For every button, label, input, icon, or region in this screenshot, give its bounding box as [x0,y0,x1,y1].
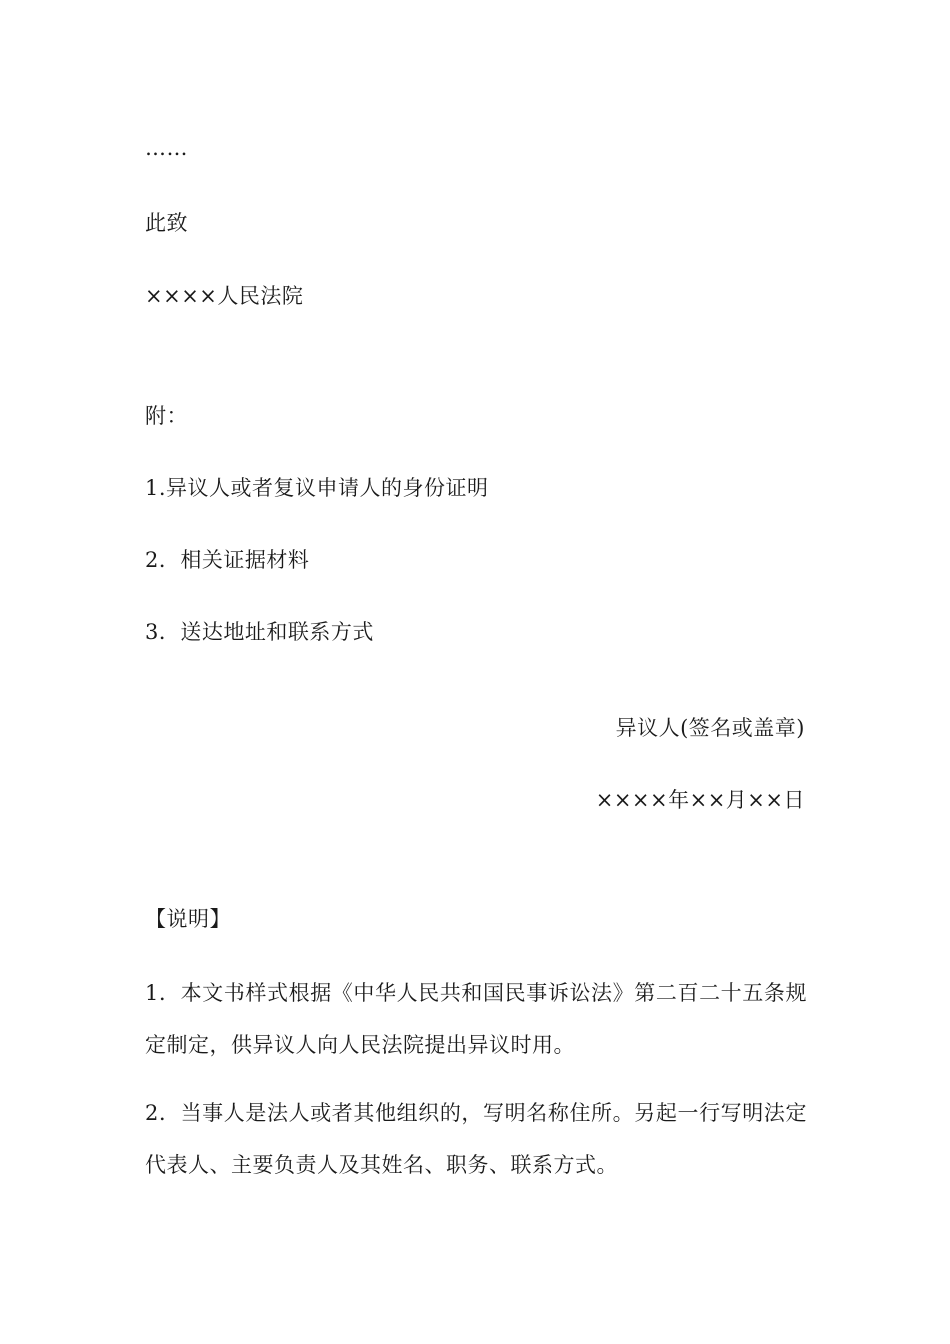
ellipsis: …… [145,136,188,160]
signer-label: 异议人(签名或盖章) [615,716,805,740]
attachment-item: 1.异议人或者复议申请人的身份证明 [145,476,489,500]
notes-heading: 【说明】 [145,907,231,931]
signature-date: ××××年××月××日 [595,788,805,812]
attachments-heading: 附： [145,404,188,428]
note-item: 2．当事人是法人或者其他组织的，写明名称住所。另起一行写明法定代表人、主要负责人及其姓名、职务、联系方式。 [145,1101,807,1177]
note-item: 1．本文书样式根据《中华人民共和国民事诉讼法》第二百二十五条规定制定，供异议人向人民法院提出异议时用。 [145,981,807,1057]
attachment-item: 3．送达地址和联系方式 [145,620,374,644]
court-name: ××××人民法院 [145,284,304,308]
salutation: 此致 [145,211,188,235]
attachment-item: 2．相关证据材料 [145,548,310,572]
